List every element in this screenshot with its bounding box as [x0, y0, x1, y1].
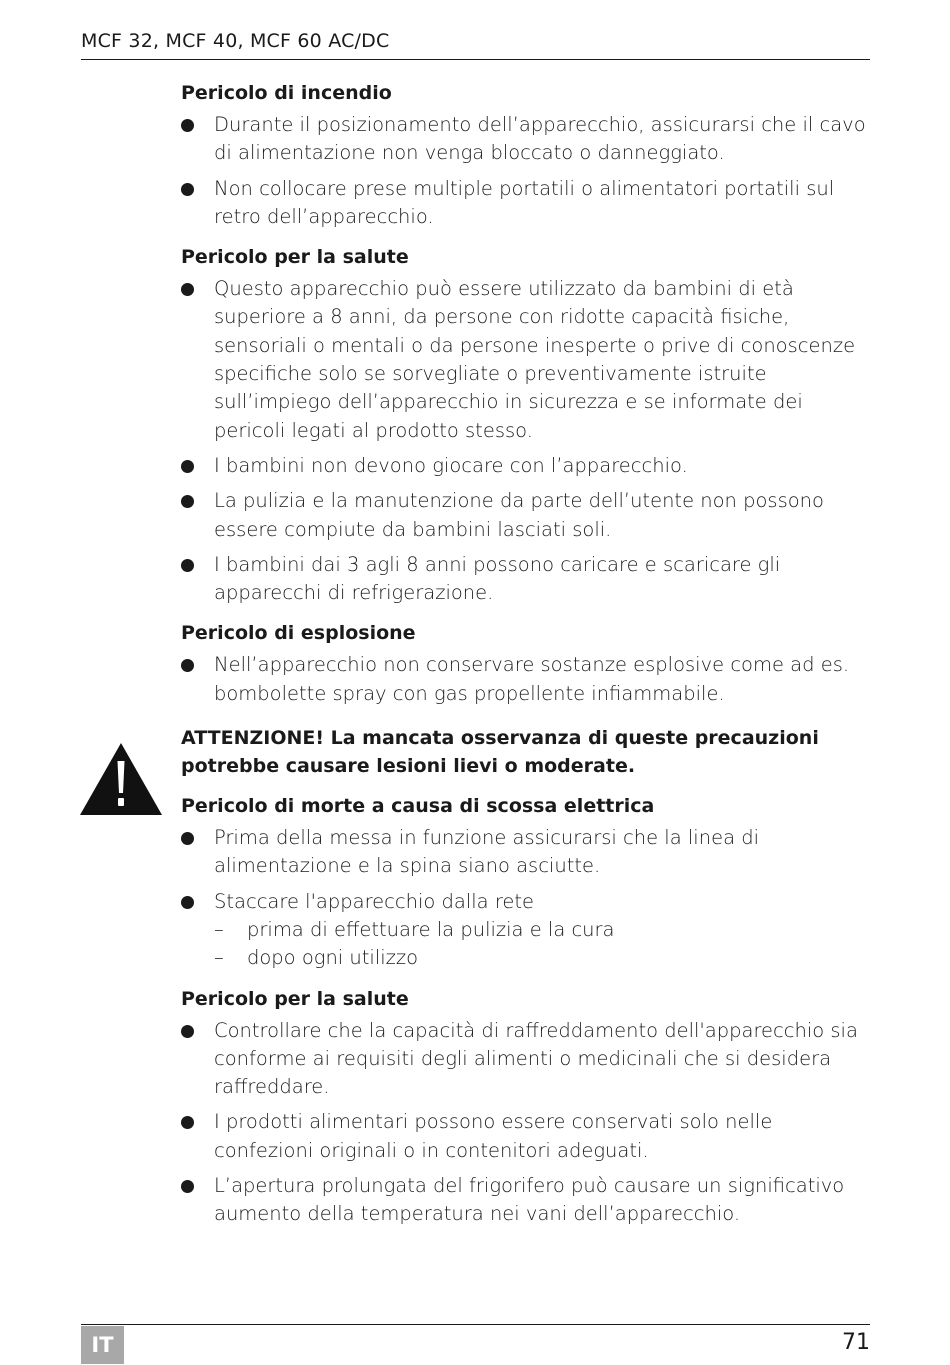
page-number: 71	[842, 1330, 870, 1355]
bullet-icon	[181, 659, 194, 672]
bullet-icon	[181, 283, 194, 296]
bullet-icon	[181, 1116, 194, 1129]
sub-list-item-text: prima di effettuare la pulizia e la cura	[247, 917, 615, 941]
document-header: MCF 32, MCF 40, MCF 60 AC/DC	[81, 30, 390, 52]
section-heading: Pericolo per la salute	[181, 246, 409, 269]
list-item	[181, 651, 871, 708]
bullet-icon	[181, 119, 194, 132]
dash-marker: –	[214, 917, 224, 941]
bullet-icon	[181, 183, 194, 196]
list-item-text: La pulizia e la manutenzione da parte dell’utente non possono essere compiute da bambini lasciati soli.	[214, 489, 824, 541]
section-heading: Pericolo di esplosione	[181, 622, 416, 645]
list-item	[181, 551, 871, 608]
dash-marker: –	[214, 946, 224, 970]
warning-triangle-icon	[80, 743, 162, 815]
sub-list-item-text: dopo ogni utilizzo	[247, 946, 419, 970]
list-item-text: Prima della messa in funzione assicurarsi che la linea di alimentazione e la spina siano asciutte.	[214, 826, 760, 878]
bullet-list	[181, 1017, 871, 1229]
bullet-icon	[181, 495, 194, 508]
list-item	[181, 1017, 871, 1102]
list-item-text: Durante il posizionamento dell’apparecchio, assicurarsi che il cavo di alimentazione non venga bloccato o danneggiato.	[214, 113, 866, 165]
bullet-list	[181, 275, 871, 607]
list-item-text: Questo apparecchio può essere utilizzato da bambini di età superiore a 8 anni, da persone con ridotte capacità fisiche, sensoriali o mentali o da persone inesperte o prive di conoscenze specifiche solo se sorvegliate o preventivamente istruite sull’impiego dell’apparecchio in sicurezza e se informate dei pericoli legati al prodotto stesso.	[214, 277, 856, 442]
sub-list	[214, 916, 871, 973]
bullet-icon	[181, 1025, 194, 1038]
list-item-text: I prodotti alimentari possono essere conservati solo nelle confezioni originali o in contenitori adeguati.	[214, 1110, 773, 1162]
list-item	[181, 452, 871, 480]
list-item-text: L’apertura prolungata del frigorifero può causare un significativo aumento della temperatura nei vani dell’apparecchio.	[214, 1174, 845, 1226]
bullet-icon	[181, 1180, 194, 1193]
bullet-icon	[181, 832, 194, 845]
sub-list-item	[214, 944, 871, 972]
section-heading: Pericolo di incendio	[181, 82, 392, 104]
list-item-text: I bambini dai 3 agli 8 anni possono caricare e scaricare gli apparecchi di refrigerazione.	[214, 552, 781, 605]
language-badge: IT	[81, 1326, 124, 1364]
bullet-list	[181, 111, 871, 231]
list-item	[181, 111, 871, 168]
bullet-icon	[181, 559, 194, 572]
list-item	[181, 824, 871, 881]
bullet-list	[181, 824, 871, 972]
list-item-text: I bambini non devono giocare con l’apparecchio.	[214, 453, 688, 477]
section-heading: Pericolo per la salute	[181, 987, 409, 1010]
list-item	[181, 275, 871, 445]
section-heading: Pericolo di morte a causa di scossa elettrica	[181, 795, 655, 818]
list-item-text: Nell’apparecchio non conservare sostanze esplosive come ad es. bombolette spray con gas propellente infiammabile.	[214, 653, 850, 705]
warning-text: ATTENZIONE! La mancata osservanza di queste precauzioni potrebbe causare lesioni lievi o moderate.	[181, 727, 819, 778]
page-content	[181, 79, 871, 1236]
list-item-text: Staccare l'apparecchio dalla rete	[214, 889, 535, 913]
list-item	[181, 175, 871, 232]
list-item	[181, 888, 871, 973]
list-item-text: Non collocare prese multiple portatili o alimentatori portatili sul retro dell’apparecchio.	[214, 176, 835, 228]
list-item	[181, 1108, 871, 1165]
header-divider	[81, 59, 870, 60]
footer-divider	[81, 1324, 870, 1325]
list-item-text: Controllare che la capacità di raffreddamento dell'apparecchio sia conforme ai requisiti degli alimenti o medicinali che si desidera raffreddare.	[214, 1018, 858, 1099]
sub-list-item	[214, 916, 871, 944]
bullet-icon	[181, 460, 194, 473]
bullet-list	[181, 651, 871, 708]
list-item	[181, 1172, 871, 1229]
list-item	[181, 487, 871, 544]
bullet-icon	[181, 896, 194, 909]
